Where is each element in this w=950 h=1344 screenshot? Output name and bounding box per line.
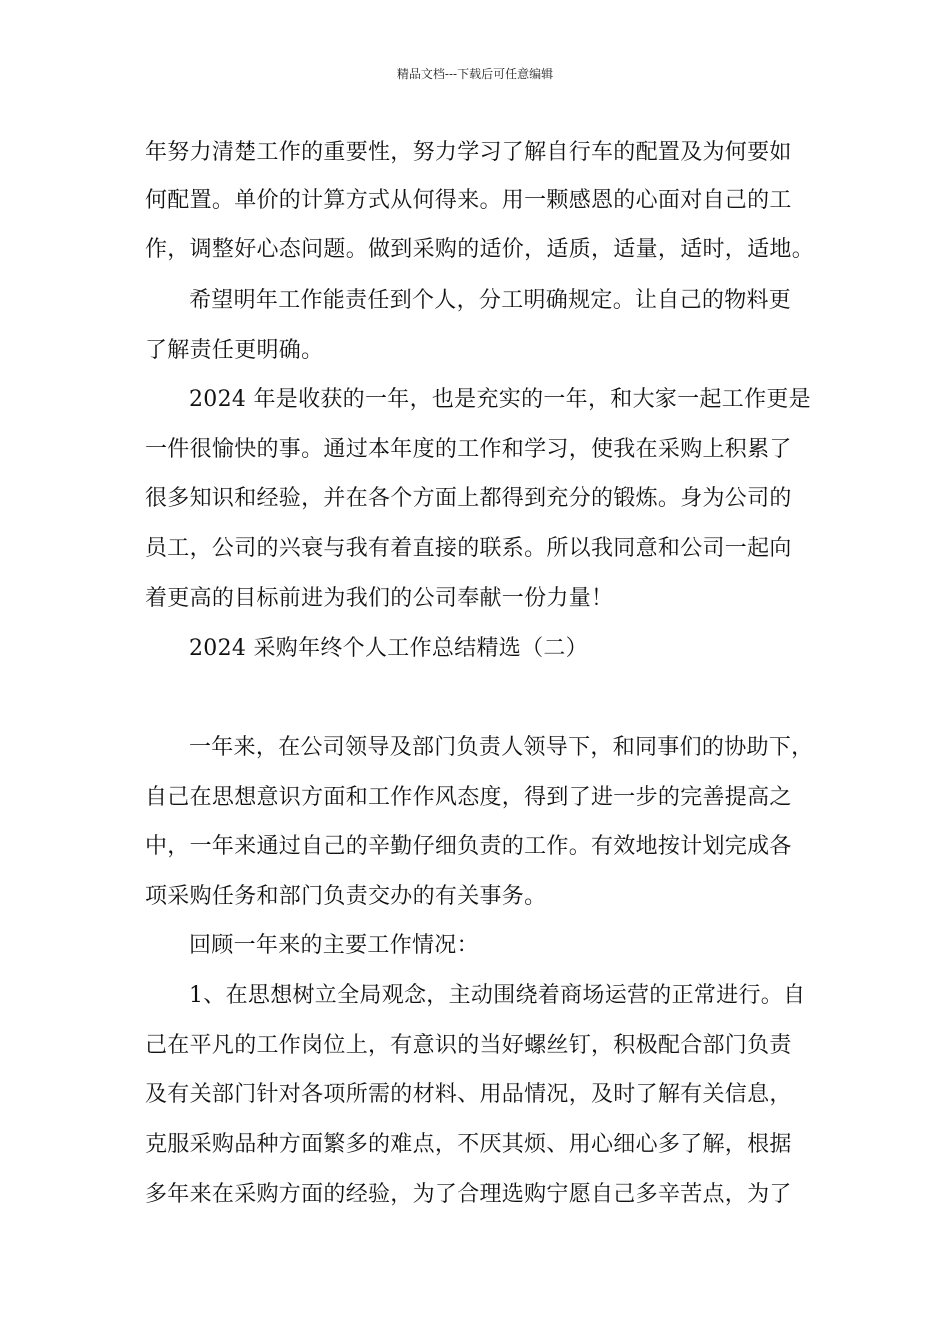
text-line: 己在平凡的工作岗位上，有意识的当好螺丝钉，积极配合部门负责 [145,1033,792,1058]
text-line: 作，调整好心态问题。做到采购的适价，适质，适量，适时，适地。 [145,237,815,262]
text-line: 克服采购品种方面繁多的难点，不厌其烦、用心细心多了解，根据 [145,1132,792,1157]
text-line: 2024 年是收获的一年，也是充实的一年，和大家一起工作更是 [189,387,811,412]
page-header: 精品文档---下载后可任意编辑 [396,67,554,81]
text-line: 很多知识和经验，并在各个方面上都得到充分的锻炼。身为公司的 [145,486,792,511]
text-line: 及有关部门针对各项所需的材料、用品情况，及时了解有关信息， [145,1082,792,1107]
text-line: 员工，公司的兴衰与我有着直接的联系。所以我同意和公司一起向 [145,536,792,561]
text-line: 项采购任务和部门负责交办的有关事务。 [145,884,547,909]
section-title: 2024 采购年终个人工作总结精选（二） [189,636,588,661]
text-line: 中，一年来通过自己的辛勤仔细负责的工作。有效地按计划完成各 [145,834,792,859]
text-line: 自己在思想意识方面和工作作风态度，得到了进一步的完善提高之 [145,785,792,810]
text-line: 1、在思想树立全局观念，主动围绕着商场运营的正常进行。自 [189,983,806,1008]
text-line: 何配置。单价的计算方式从何得来。用一颗感恩的心面对自己的工 [145,188,792,213]
text-line: 一件很愉快的事。通过本年度的工作和学习，使我在采购上积累了 [145,437,792,462]
text-line: 回顾一年来的主要工作情况： [189,933,479,958]
text-line: 希望明年工作能责任到个人，分工明确规定。让自己的物料更 [189,288,792,313]
text-line: 一年来，在公司领导及部门负责人领导下，和同事们的协助下， [189,735,814,760]
text-line: 年努力清楚工作的重要性，努力学习了解自行车的配置及为何要如 [145,140,792,165]
text-line: 着更高的目标前进为我们的公司奉献一份力量！ [145,586,614,611]
text-line: 了解责任更明确。 [145,338,324,363]
text-line: 多年来在采购方面的经验，为了合理选购宁愿自己多辛苦点，为了 [145,1182,792,1207]
